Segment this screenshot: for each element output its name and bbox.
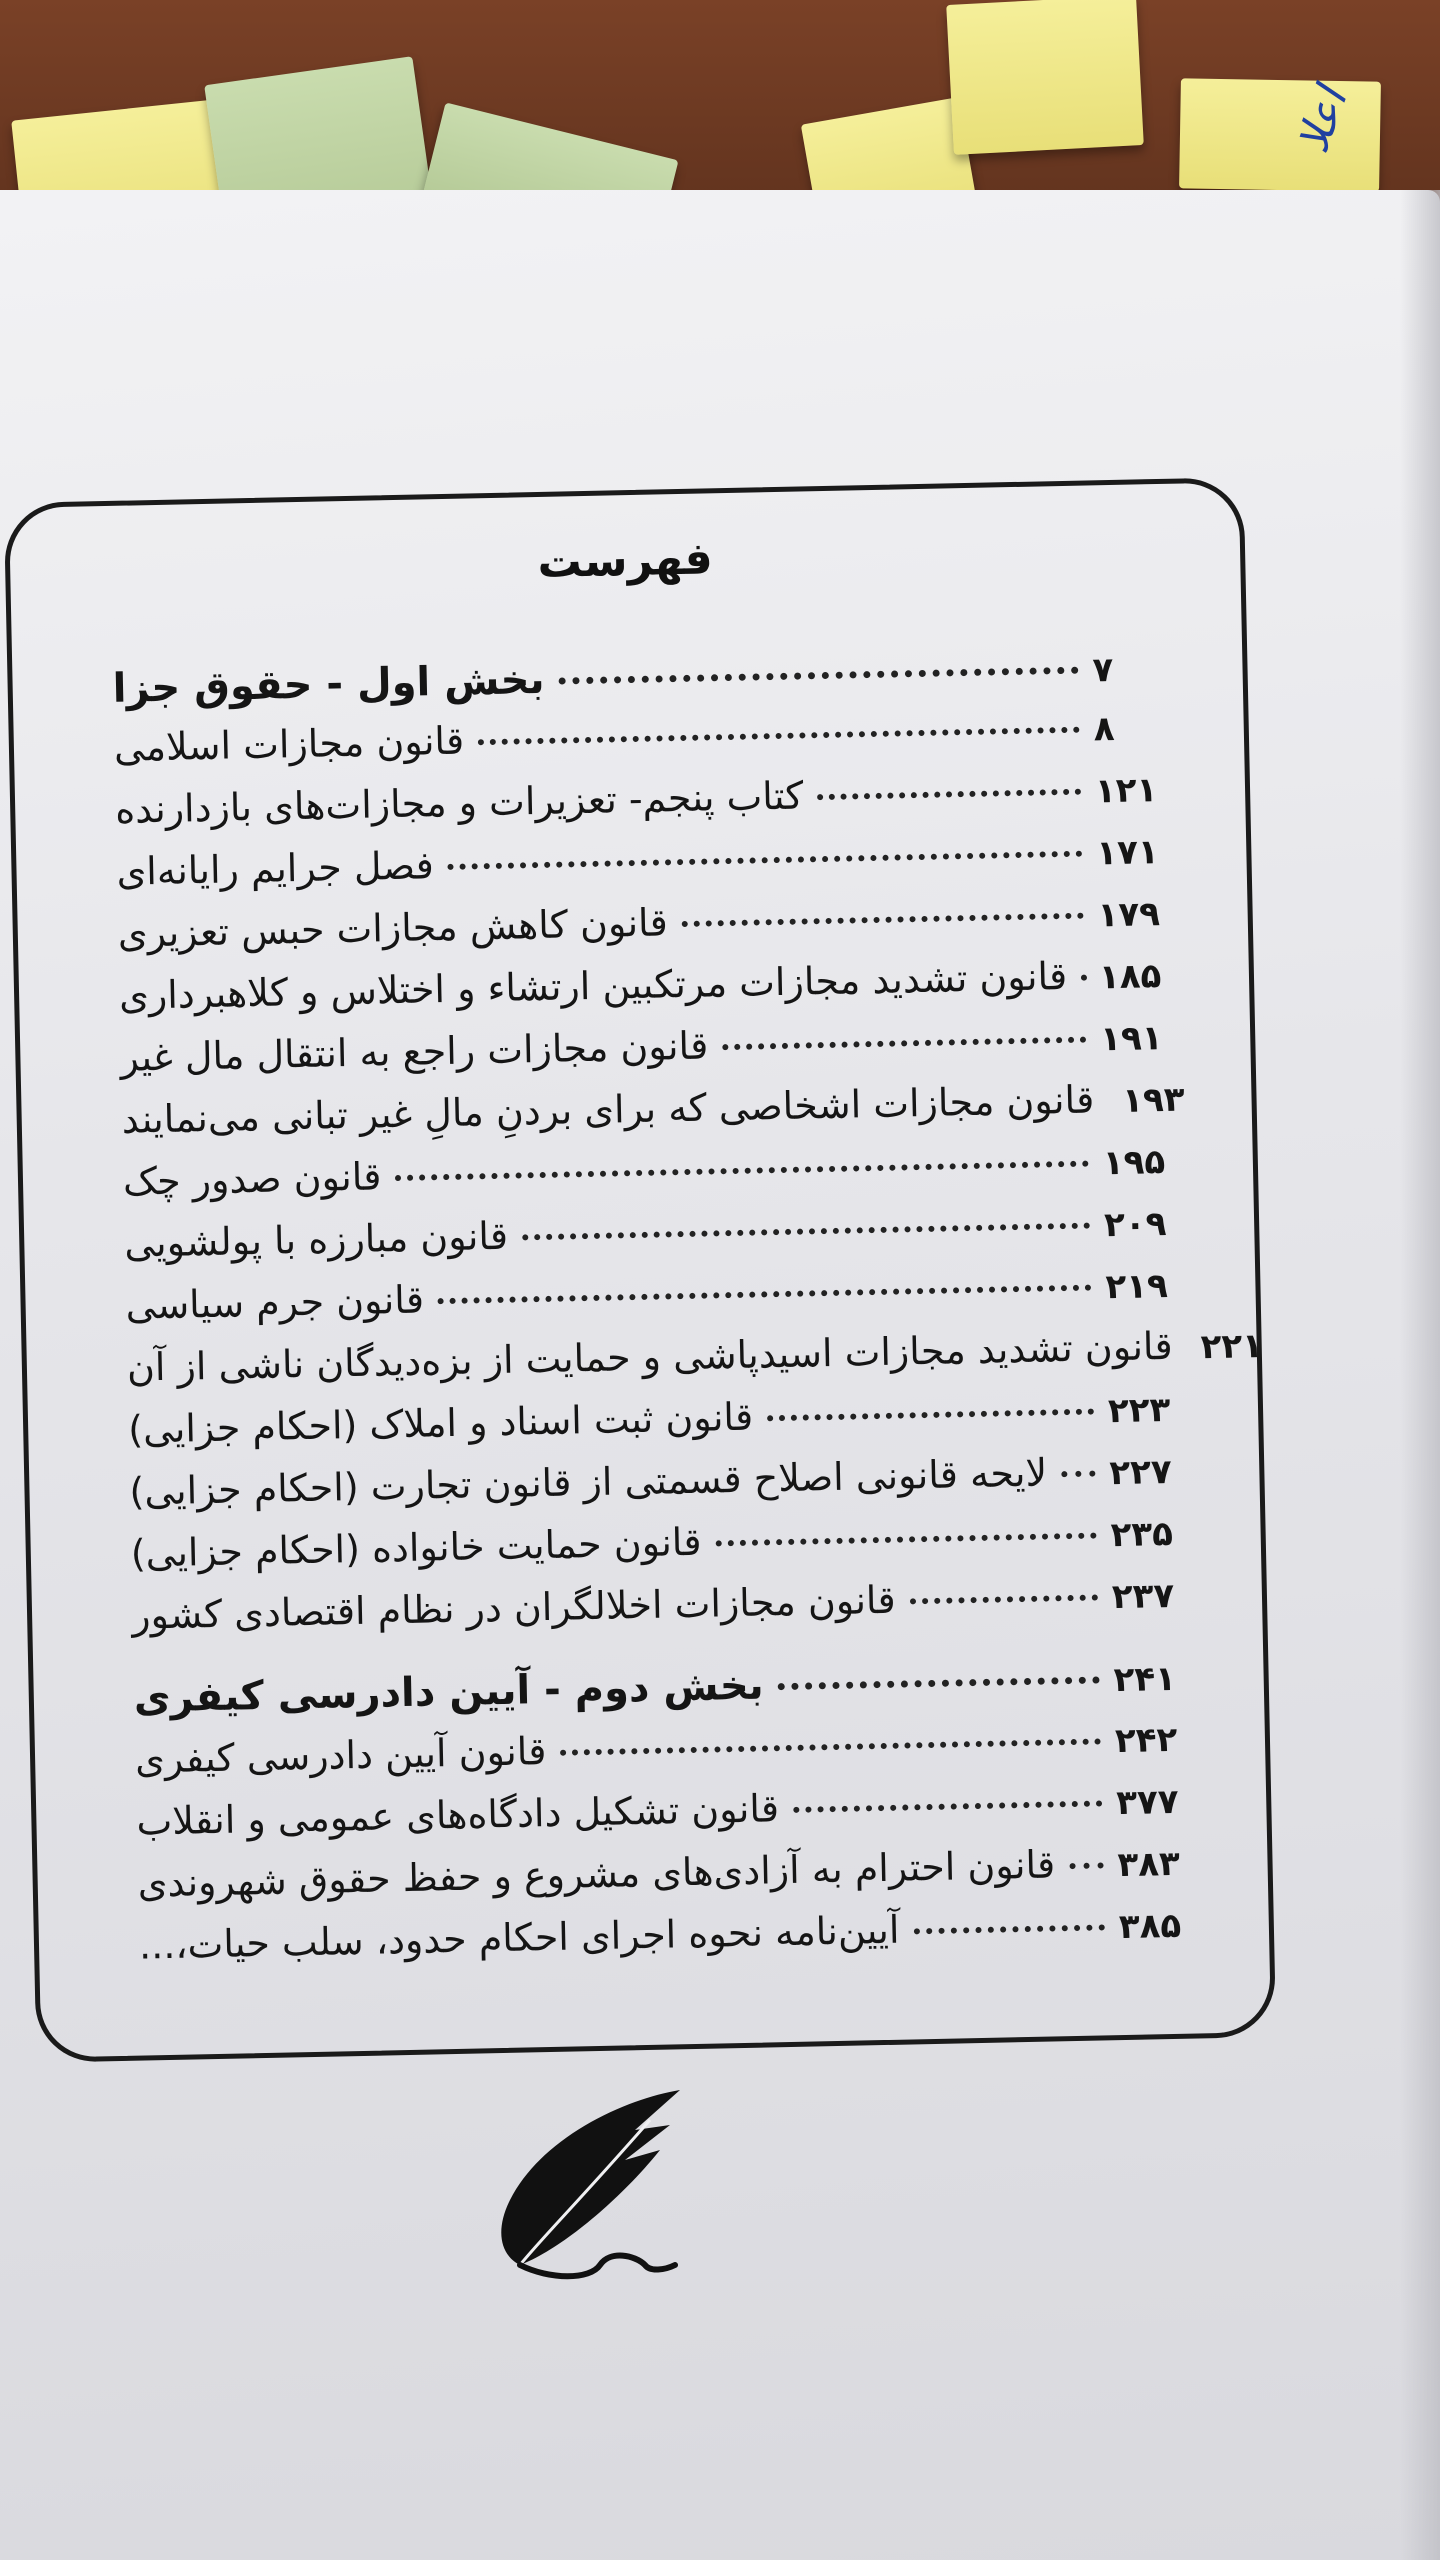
page-number: ۸ [1093,708,1115,750]
dot-leader [722,1037,1086,1051]
dot-leader [558,667,1078,685]
dot-leader [1069,1862,1103,1869]
page-number: ۷ [1092,649,1114,691]
sticky-note-handwriting: اعلا [1287,81,1358,160]
toc-item-label: قانون آیین دادرسی کیفری [134,1729,547,1782]
dot-leader [478,727,1080,746]
page-number: ۱۹۵ [1102,1141,1166,1184]
toc-item-label: قانون احترام به آزادی‌های مشروع و حفظ حقوق شهروندی [137,1842,1056,1906]
toc-item-label: قانون حمایت خانواده (احکام جزایی) [130,1519,702,1576]
dot-leader [438,1285,1092,1305]
toc-item-label: آیین‌نامه نحوه اجرای احکام حدود، سلب حیات،... [138,1907,900,1968]
dot-leader [522,1223,1090,1241]
toc-item-label: قانون مجازات اسلامی [113,718,465,770]
dot-leader [448,851,1083,870]
toc-title: فهرست [537,533,714,588]
dot-leader [560,1738,1101,1755]
dot-leader [778,1676,1100,1690]
toc-item-label: قانون جرم سیاسی [125,1277,425,1328]
toc-item-label: قانون مجازات راجع به انتقال مال غیر [119,1023,709,1080]
toc-item-label: قانون مجازات اشخاصی که برای بردنِ مالِ غیر تبانی می‌نمایند [121,1077,1095,1142]
page-number: ۳۸۳ [1117,1843,1181,1886]
page-number: ۳۷۷ [1115,1781,1179,1824]
toc-item-label: قانون تشکیل دادگاه‌های عمومی و انقلاب [135,1786,780,1844]
page-number: ۳۸۵ [1118,1905,1182,1948]
dot-leader [817,789,1081,801]
page-number: ۲۳۵ [1110,1513,1174,1556]
dot-leader [910,1594,1098,1604]
page-number: ۱۹۳ [1121,1079,1185,1121]
page-number: ۲۴۲ [1114,1719,1178,1762]
toc-item-label: قانون مجازات اخلالگران در نظام اقتصادی کشور [131,1577,897,1638]
toc-section-label: بخش اول - حقوق جزا [112,656,545,712]
table-of-contents [4,477,1276,2063]
dot-leader [913,1924,1105,1934]
page-number: ۲۳۷ [1111,1575,1175,1618]
toc-item-label: قانون کاهش مجازات حبس تعزیری [117,900,669,956]
page-number: ۲۱۹ [1105,1265,1169,1308]
dot-leader [682,913,1084,927]
page-number: ۲۲۳ [1107,1389,1171,1432]
page-number: ۱۷۹ [1097,894,1161,936]
toc-item-label: لایحه قانونی اصلاح قسمتی از قانون تجارت (احکام جزایی) [129,1450,1048,1514]
page-number: ۱۸۵ [1098,956,1162,998]
page-number: ۲۰۹ [1103,1203,1167,1246]
toc-item-label: قانون تشدید مجازات مرتکبین ارتشاء و اختلاس و کلاهبرداری [118,953,1068,1018]
dot-leader [1061,1471,1095,1478]
page-number: ۱۹۱ [1099,1018,1163,1060]
toc-item-label: قانون تشدید مجازات اسیدپاشی و حمایت از بزه‌دیدگان ناشی از آن [126,1323,1174,1390]
page-number: ۲۲۷ [1108,1451,1173,1494]
page-number: ۱۷۱ [1095,832,1160,874]
page-number: ۲۴۱ [1113,1658,1177,1701]
toc-item-label: قانون مبارزه با پولشویی [123,1213,509,1266]
dot-leader [767,1409,1094,1422]
toc-item-label: قانون صدور چک [122,1154,382,1204]
sticky-note [946,0,1144,155]
toc-section-label: بخش دوم - آیین دادرسی کیفری [133,1662,765,1722]
page-edge [1400,190,1440,2560]
page-number: ۲۲۱ [1200,1325,1264,1368]
toc-item-label: کتاب پنجم- تعزیرات و مجازات‌های بازدارنده [114,773,804,832]
dot-leader [716,1532,1097,1546]
dot-leader [395,1161,1089,1182]
feather-quill-icon [450,2080,710,2300]
toc-item-label: قانون ثبت اسناد و املاک (احکام جزایی) [127,1394,754,1452]
dot-leader [1081,975,1085,981]
toc-item-label: فصل جرایم رایانه‌ای [116,843,435,894]
page-number: ۱۲۱ [1094,770,1158,812]
dot-leader [793,1800,1102,1812]
